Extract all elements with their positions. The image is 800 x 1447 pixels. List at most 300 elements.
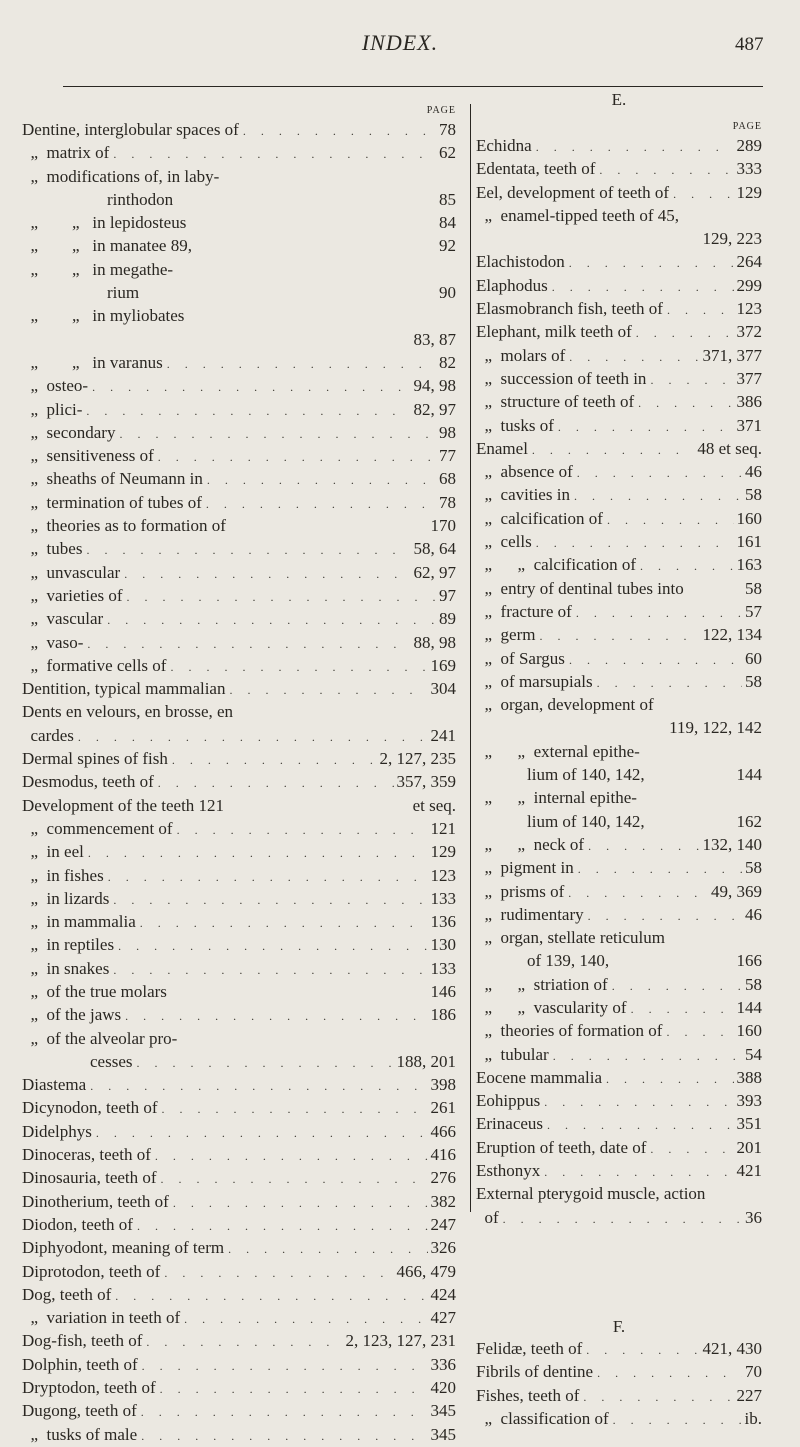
- index-term: Dicynodon, teeth of: [22, 1098, 158, 1118]
- index-entry: [476, 298, 762, 321]
- index-entry: [22, 1028, 456, 1051]
- page-reference: 345: [430, 1424, 456, 1444]
- index-entry: [476, 438, 762, 461]
- page-reference: et seq.: [412, 795, 456, 815]
- page-reference: 357, 359: [396, 772, 456, 792]
- index-term: Echidna: [476, 136, 532, 155]
- index-entry: [22, 1167, 456, 1190]
- index-term: cardes: [22, 725, 74, 745]
- index-entry: [22, 399, 456, 422]
- index-entry: [476, 1137, 762, 1160]
- index-entry: [476, 205, 762, 228]
- page-reference: 162: [736, 811, 762, 831]
- dot-leader: [203, 469, 436, 491]
- dot-leader: [82, 539, 410, 561]
- index-term: „ of the true molars: [22, 981, 167, 1001]
- page-reference: 62: [439, 143, 456, 163]
- page-reference: 49, 369: [711, 881, 762, 901]
- dot-leader: [138, 1355, 428, 1377]
- index-term: Didelphys: [22, 1121, 92, 1141]
- index-entry: [22, 422, 456, 445]
- page-reference: 421: [736, 1161, 762, 1181]
- index-term: Eohippus: [476, 1091, 541, 1111]
- dot-leader: [104, 866, 428, 888]
- index-term: „ „ in varanus: [22, 352, 163, 372]
- dot-leader: [603, 509, 734, 531]
- page-reference: 130: [430, 935, 456, 955]
- index-entry: [22, 1121, 456, 1144]
- index-term: „ tubular: [476, 1044, 549, 1064]
- index-entry: [22, 911, 456, 934]
- index-entry: [22, 1237, 456, 1260]
- index-entry: [476, 648, 762, 671]
- index-term: „ varieties of: [22, 585, 123, 605]
- page-number: 487: [735, 34, 764, 55]
- dot-leader: [593, 1362, 742, 1384]
- page-reference: 94, 98: [413, 376, 456, 396]
- index-term: „ in snakes: [22, 958, 110, 978]
- dot-leader: [169, 1192, 428, 1214]
- index-term: „ in fishes: [22, 865, 104, 885]
- index-entry: [476, 554, 762, 577]
- dot-leader: [540, 1161, 733, 1183]
- index-entry-list: [22, 119, 470, 1447]
- dot-leader: [123, 586, 436, 608]
- page-reference: 48 et seq.: [697, 438, 762, 458]
- page-reference: 188, 201: [396, 1051, 456, 1071]
- index-entry: [476, 904, 762, 927]
- index-term: Desmodus, teeth of: [22, 772, 154, 792]
- page-reference: 371, 377: [702, 345, 762, 365]
- index-entry: [476, 321, 762, 344]
- index-entry: [476, 624, 762, 647]
- page-reference: 78: [439, 120, 456, 139]
- dot-leader: [168, 749, 377, 771]
- dot-leader: [92, 1122, 428, 1144]
- page-reference: 121: [430, 818, 456, 838]
- page-reference: 90: [439, 283, 456, 303]
- index-entry: [22, 1144, 456, 1167]
- page-reference: 133: [430, 958, 456, 978]
- column-divider: [470, 104, 471, 1212]
- page-reference: 304: [430, 679, 456, 699]
- index-term: „ of the jaws: [22, 1005, 122, 1025]
- dot-leader: [584, 835, 699, 857]
- index-entry: [476, 694, 762, 717]
- dot-leader: [120, 563, 410, 585]
- page-reference: 166: [736, 951, 762, 971]
- index-entry: [476, 415, 762, 438]
- index-term: „ tusks of male: [22, 1424, 138, 1444]
- index-entry: [476, 158, 762, 181]
- index-entry: [476, 578, 762, 601]
- page-reference: 144: [736, 997, 762, 1017]
- index-entry: [476, 508, 762, 531]
- dot-leader: [224, 1238, 427, 1260]
- dot-leader: [573, 462, 742, 484]
- section-gap: [476, 1230, 776, 1300]
- index-term: „ germ: [476, 625, 536, 645]
- index-term: Dugong, teeth of: [22, 1401, 137, 1421]
- page-reference: 420: [430, 1378, 456, 1398]
- index-term: Elaphodus: [476, 275, 548, 295]
- page-reference: 84: [439, 213, 456, 233]
- index-entry: [476, 717, 762, 740]
- index-entry: [22, 515, 456, 538]
- dot-leader: [636, 555, 733, 577]
- dot-leader: [663, 299, 734, 321]
- index-entry: [22, 701, 456, 724]
- index-term: „ osteo-: [22, 376, 89, 396]
- index-entry: [22, 1051, 456, 1074]
- page-reference: 186: [430, 1005, 456, 1025]
- index-entry: [22, 655, 456, 678]
- index-term: „ succession of teeth in: [476, 368, 647, 388]
- index-term: „ commencement of: [22, 818, 173, 838]
- index-entry: [476, 764, 762, 787]
- page-reference: 398: [430, 1075, 456, 1095]
- index-entry: [22, 562, 456, 585]
- dot-leader: [225, 679, 427, 701]
- index-entry: [22, 492, 456, 515]
- index-term: Esthonyx: [476, 1161, 541, 1181]
- index-entry: [22, 795, 456, 818]
- index-term: Diastema: [22, 1075, 87, 1095]
- dot-leader: [239, 120, 436, 142]
- page-reference: 169: [430, 655, 456, 675]
- page-reference: 170: [430, 516, 456, 536]
- index-term: „ „ neck of: [476, 834, 585, 854]
- dot-leader: [549, 1045, 742, 1067]
- page-reference: 144: [736, 765, 762, 785]
- index-term: „ „ calcification of: [476, 555, 637, 575]
- index-entry: [476, 950, 762, 973]
- index-term: Dinotherium, teeth of: [22, 1191, 169, 1211]
- index-term: Dolphin, teeth of: [22, 1354, 138, 1374]
- index-entry: [22, 375, 456, 398]
- dot-leader: [114, 935, 427, 957]
- index-entry: [22, 468, 456, 491]
- page-reference: 58, 64: [413, 539, 456, 559]
- page-reference: 466: [430, 1121, 456, 1141]
- page-reference: 163: [736, 555, 762, 575]
- index-entry: [476, 881, 762, 904]
- index-entry: [476, 345, 762, 368]
- page-reference: 58: [745, 578, 762, 598]
- index-term: Erinaceus: [476, 1114, 544, 1134]
- page-reference: 146: [430, 981, 456, 1001]
- index-term: of 139, 140,: [476, 951, 610, 971]
- page-reference: 89: [439, 609, 456, 629]
- page-reference: 88, 98: [413, 632, 456, 652]
- page-reference: 264: [736, 252, 762, 272]
- index-term: „ organ, stellate reticulum: [476, 928, 665, 948]
- page-reference: 289: [736, 136, 762, 155]
- dot-leader: [121, 1005, 427, 1027]
- index-term: Dermal spines of fish: [22, 749, 168, 769]
- index-entry: [22, 329, 456, 352]
- page-reference: 424: [430, 1284, 456, 1304]
- index-entry: [22, 748, 456, 771]
- dot-leader: [632, 322, 734, 344]
- index-term: „ „ striation of: [476, 974, 608, 994]
- index-term: „ calcification of: [476, 508, 603, 528]
- index-entry: [22, 259, 456, 282]
- dot-leader: [154, 772, 394, 794]
- index-term: „ tubes: [22, 539, 83, 559]
- index-term: Fibrils of dentine: [476, 1362, 594, 1382]
- dot-leader: [543, 1114, 733, 1136]
- dot-leader: [137, 1401, 428, 1423]
- page-reference: 97: [439, 585, 456, 605]
- index-term: „ enamel-tipped teeth of 45,: [476, 205, 679, 225]
- page-reference: 351: [736, 1114, 762, 1134]
- dot-leader: [173, 819, 428, 841]
- index-entry: [476, 834, 762, 857]
- index-entry: [22, 1424, 456, 1447]
- index-term: Fishes, teeth of: [476, 1385, 580, 1405]
- index-term: „ in reptiles: [22, 935, 115, 955]
- page-reference: 70: [745, 1362, 762, 1382]
- page-reference: 54: [745, 1044, 762, 1064]
- page-label: PAGE: [426, 105, 456, 116]
- dot-leader: [157, 1168, 428, 1190]
- page-reference: 36: [745, 1207, 762, 1227]
- index-entry: [22, 1004, 456, 1027]
- index-entry: [22, 1191, 456, 1214]
- page-reference: 336: [430, 1354, 456, 1374]
- page-reference: ib.: [744, 1408, 762, 1428]
- index-term: „ of the alveolar pro-: [22, 1028, 178, 1048]
- dot-leader: [528, 439, 694, 461]
- page-reference: 2, 123, 127, 231: [345, 1331, 456, 1351]
- index-term: „ „ internal epithe-: [476, 788, 637, 808]
- index-entry: [22, 1307, 456, 1330]
- page-reference: 58: [745, 671, 762, 691]
- index-term: „ „ in megathe-: [22, 259, 174, 279]
- index-entry: [476, 1361, 762, 1384]
- index-entry: [22, 841, 456, 864]
- dot-leader: [627, 998, 734, 1020]
- index-term: „ in lizards: [22, 888, 110, 908]
- index-entry: [22, 1261, 456, 1284]
- dot-leader: [86, 1075, 427, 1097]
- index-term: Dinoceras, teeth of: [22, 1145, 151, 1165]
- index-entry: [22, 1330, 456, 1353]
- page-title: INDEX.: [361, 30, 439, 55]
- index-term: Dents en velours, en brosse, en: [22, 702, 234, 722]
- index-entry: [476, 1160, 762, 1183]
- index-entry: [476, 1067, 762, 1090]
- index-term: „ secondary: [22, 422, 116, 442]
- page-reference: 388: [736, 1067, 762, 1087]
- dot-leader: [602, 1068, 733, 1090]
- index-entry: [476, 391, 762, 414]
- index-entry: [22, 1074, 456, 1097]
- index-term: „ cells: [476, 532, 532, 552]
- index-entry: [476, 974, 762, 997]
- index-term: Dryptodon, teeth of: [22, 1378, 156, 1398]
- index-entry: [22, 282, 456, 305]
- page-reference: 377: [736, 368, 762, 388]
- index-entry: [476, 1408, 762, 1431]
- index-term: „ „ external epithe-: [476, 741, 640, 761]
- page-reference: 58: [745, 485, 762, 505]
- index-entry: [476, 1020, 762, 1043]
- index-term: Diprotodon, teeth of: [22, 1261, 161, 1281]
- page-reference: 2, 127, 235: [379, 749, 456, 769]
- dot-leader: [133, 1215, 428, 1237]
- index-term: „ formative cells of: [22, 655, 167, 675]
- dot-leader: [136, 912, 428, 934]
- page-reference: 393: [736, 1091, 762, 1111]
- page-reference: 129: [736, 182, 762, 202]
- page-reference: 136: [430, 912, 456, 932]
- dot-leader: [154, 446, 436, 468]
- index-entry: [22, 725, 456, 748]
- index-entry: [22, 305, 456, 328]
- index-term: Elachistodon: [476, 252, 565, 272]
- page-reference: 82: [439, 352, 456, 372]
- page-reference: 382: [430, 1191, 456, 1211]
- index-entry: [22, 678, 456, 701]
- index-entry: [22, 538, 456, 561]
- page-reference: 46: [745, 462, 762, 482]
- header-rule: [63, 86, 763, 87]
- dot-leader: [180, 1308, 427, 1330]
- section-letter-e: E.: [611, 90, 627, 109]
- index-term: „ in mammalia: [22, 912, 136, 932]
- dot-leader: [582, 1339, 699, 1361]
- index-term: Enamel: [476, 438, 528, 458]
- page-reference: 129, 223: [702, 229, 762, 249]
- dot-leader: [103, 609, 436, 631]
- index-term: „ tusks of: [476, 415, 554, 435]
- dot-leader: [609, 1409, 742, 1431]
- dot-leader: [565, 346, 699, 368]
- dot-leader: [132, 1052, 393, 1074]
- page-reference: 77: [439, 446, 456, 466]
- page-reference: 201: [736, 1137, 762, 1157]
- index-term: Diodon, teeth of: [22, 1214, 133, 1234]
- dot-leader: [565, 252, 734, 274]
- index-term: lium of 140, 142,: [476, 765, 645, 785]
- index-term: „ modifications of, in laby-: [22, 166, 220, 186]
- page-reference: 466, 479: [396, 1261, 456, 1281]
- page-reference: 92: [439, 236, 456, 256]
- page-reference: 123: [736, 299, 762, 319]
- index-term: „ classification of: [476, 1408, 609, 1428]
- page-reference: 421, 430: [702, 1338, 762, 1358]
- index-term: External pterygoid muscle, action: [476, 1184, 706, 1204]
- index-term: „ pigment in: [476, 858, 574, 878]
- index-term: „ „ in myliobates: [22, 306, 185, 326]
- index-term: cesses: [22, 1051, 133, 1071]
- index-entry: [476, 368, 762, 391]
- index-term: „ theories as to formation of: [22, 516, 226, 536]
- index-term: „ structure of teeth of: [476, 392, 635, 412]
- index-entry: [476, 1385, 762, 1408]
- index-term: rium: [22, 283, 140, 303]
- index-term: Dentition, typical mammalian: [22, 679, 226, 699]
- page-reference: 78: [439, 492, 456, 512]
- index-term: „ termination of tubes of: [22, 492, 202, 512]
- index-entry: [22, 1354, 456, 1377]
- dot-leader: [554, 416, 734, 438]
- index-term: „ in eel: [22, 842, 84, 862]
- page-reference: 227: [736, 1385, 762, 1405]
- page-reference: 46: [745, 904, 762, 924]
- index-column-left: [22, 105, 470, 1447]
- dot-leader: [579, 1386, 733, 1408]
- page-label: PAGE: [732, 121, 762, 132]
- index-entry-list: [476, 135, 776, 1230]
- index-term: „ entry of dentinal tubes into: [476, 578, 684, 598]
- section-letter-f: F.: [612, 1316, 626, 1336]
- index-term: „ vascular: [22, 609, 104, 629]
- index-term: Felidæ, teeth of: [476, 1338, 583, 1358]
- index-term: „ „ in lepidosteus: [22, 213, 187, 233]
- index-entry: [476, 671, 762, 694]
- page-reference: 129: [430, 842, 456, 862]
- dot-leader: [84, 842, 428, 864]
- dot-leader: [74, 726, 428, 748]
- dot-leader: [142, 1331, 342, 1353]
- index-term: Dog-fish, teeth of: [22, 1331, 143, 1351]
- index-entry: [22, 445, 456, 468]
- dot-leader: [160, 1262, 393, 1284]
- index-term: Dinosauria, teeth of: [22, 1168, 157, 1188]
- index-term: „ unvascular: [22, 562, 121, 582]
- page-reference: 83, 87: [413, 329, 456, 349]
- index-entry: [476, 228, 762, 251]
- dot-leader: [564, 882, 708, 904]
- index-term: of: [476, 1207, 499, 1227]
- index-term: „ of marsupials: [476, 671, 593, 691]
- index-entry: [476, 251, 762, 274]
- index-entry: [476, 741, 762, 764]
- page-reference: 371: [736, 415, 762, 435]
- index-entry: [22, 934, 456, 957]
- index-column-right: [476, 90, 776, 1431]
- dot-leader: [593, 672, 742, 694]
- index-entry: [476, 182, 762, 205]
- dot-leader: [565, 649, 742, 671]
- index-entry: [476, 135, 762, 158]
- dot-leader: [158, 1098, 428, 1120]
- index-entry: [476, 1207, 762, 1230]
- page-reference: 386: [736, 392, 762, 412]
- index-entry: [476, 601, 762, 624]
- page-reference: 427: [430, 1308, 456, 1328]
- index-term: „ sensitiveness of: [22, 446, 154, 466]
- index-term: „ sheaths of Neumann in: [22, 469, 203, 489]
- page-reference: 161: [736, 532, 762, 552]
- page-reference: 58: [745, 858, 762, 878]
- index-term: Eel, development of teeth of: [476, 182, 670, 202]
- index-term: „ absence of: [476, 462, 573, 482]
- index-entry: [476, 811, 762, 834]
- dot-leader: [137, 1425, 427, 1447]
- index-term: Edentata, teeth of: [476, 159, 596, 179]
- page-reference: 85: [439, 189, 456, 209]
- dot-leader: [163, 353, 436, 375]
- index-entry: [22, 235, 456, 258]
- page-reference: 62, 97: [413, 562, 456, 582]
- index-entry: [22, 771, 456, 794]
- index-term: Eocene mammalia: [476, 1067, 603, 1087]
- index-entry: [476, 997, 762, 1020]
